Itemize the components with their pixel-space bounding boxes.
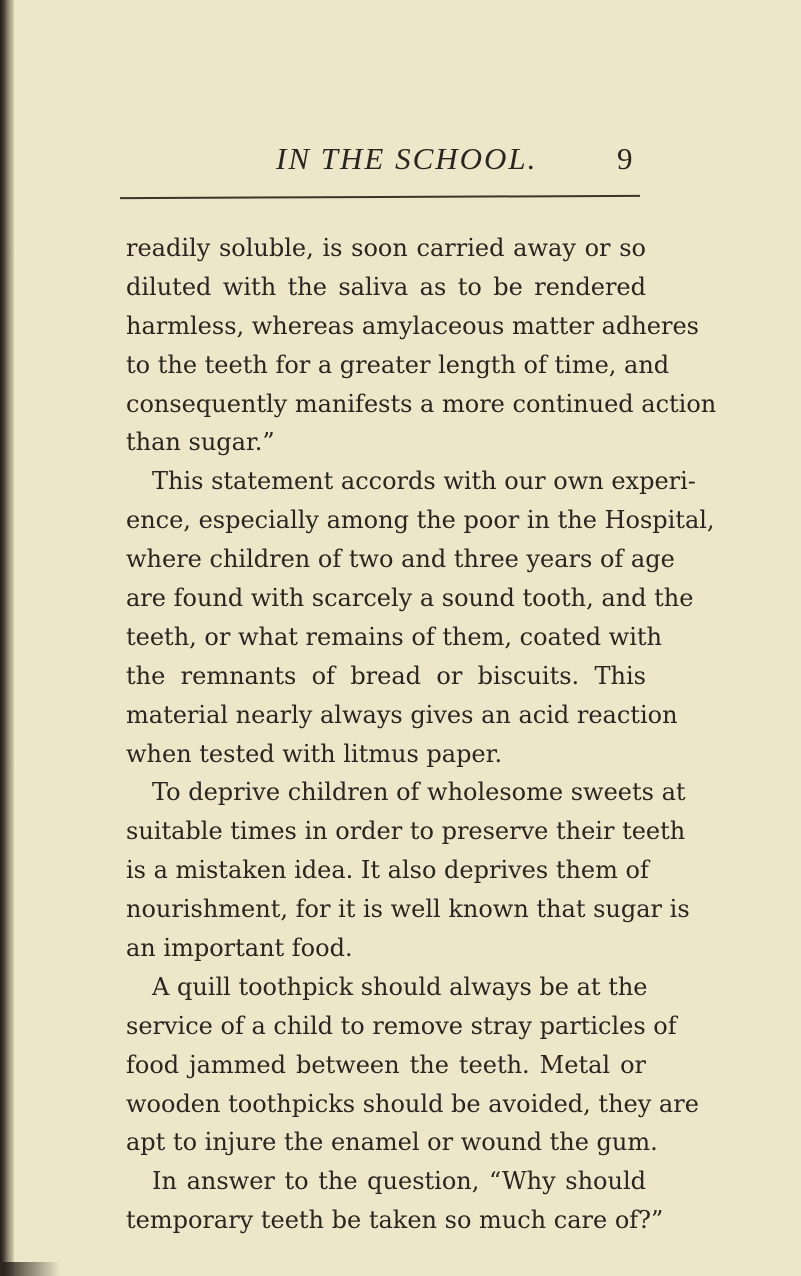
running-head (0, 141, 801, 181)
text-line: apt to injure the enamel or wound the gum. (126, 1128, 658, 1157)
text-line: temporary teeth be taken so much care of?” (126, 1206, 664, 1235)
text-line: material nearly always gives an acid reaction (126, 700, 678, 729)
text-line: to the teeth for a greater length of time, and (126, 350, 670, 379)
binding-edge (0, 0, 14, 1276)
paragraph-start: This statement accords with our own experi- (152, 467, 696, 496)
body-text (126, 229, 717, 1240)
running-title: IN THE SCHOOL. (276, 141, 538, 176)
text-line: consequently manifests a more continued action (126, 389, 717, 418)
paragraph-start: To deprive children of wholesome sweets at (152, 778, 686, 807)
text-line: the remnants of bread or biscuits. This (126, 661, 646, 690)
text-line: suitable times in order to preserve their teeth (126, 817, 686, 846)
text-line: service of a child to remove stray particles of (126, 1011, 677, 1040)
paragraph-start: A quill toothpick should always be at the (152, 972, 648, 1001)
text-line: is a mistaken idea. It also deprives them of (126, 856, 649, 885)
text-line: wooden toothpicks should be avoided, they are (126, 1089, 699, 1118)
text-line: readily soluble, is soon carried away or so (126, 234, 646, 262)
page-shadow (0, 1262, 60, 1276)
text-line: teeth, or what remains of them, coated with (126, 622, 663, 651)
text-line: when tested with litmus paper. (126, 739, 503, 768)
text-line: than sugar.” (126, 428, 275, 457)
text-line: food jammed between the teeth. Metal or (126, 1050, 646, 1079)
text-line: ence, especially among the poor in the Hospital, (126, 506, 715, 535)
text-line: harmless, whereas amylaceous matter adheres (126, 311, 699, 340)
paragraph-start: In answer to the question, “Why should (152, 1167, 646, 1196)
text-line: an important food. (126, 934, 353, 963)
text-line: where children of two and three years of age (126, 545, 675, 574)
page-number: 9 (617, 141, 633, 176)
text-line: nourishment, for it is well known that sugar is (126, 895, 690, 924)
text-line: are found with scarcely a sound tooth, and the (126, 584, 694, 613)
header-rule (120, 195, 640, 199)
text-line: diluted with the saliva as to be rendered (126, 272, 646, 301)
